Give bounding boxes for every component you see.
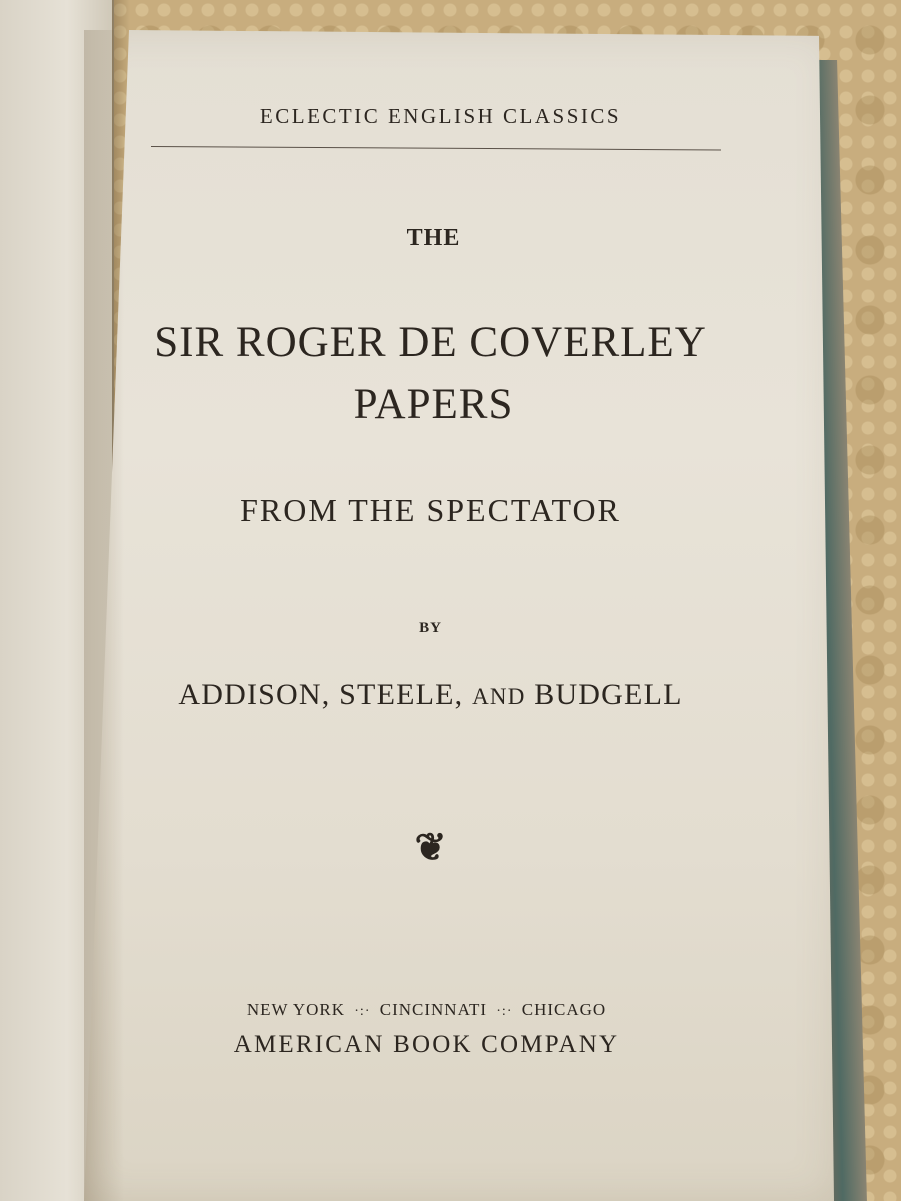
gutter-shadow [84, 30, 124, 1201]
title-line-2: PAPERS [353, 381, 514, 428]
authors-last: BUDGELL [534, 678, 683, 711]
authors-and: AND [472, 684, 526, 709]
city-separator: ·:· [496, 1004, 513, 1019]
title-article: THE [406, 225, 461, 251]
title-line-1: SIR ROGER DE COVERLEY [154, 319, 707, 366]
by-label: BY [419, 620, 442, 636]
city-cincinnati: CINCINNATI [379, 1000, 488, 1019]
authors-line [0, 678, 881, 712]
city-chicago: CHICAGO [521, 1000, 607, 1019]
publisher-name: AMERICAN BOOK COMPANY [233, 1031, 620, 1058]
printer-ornament-icon: ❦ [414, 827, 447, 869]
authors-main: ADDISON, STEELE, [178, 678, 464, 711]
series-name: ECLECTIC ENGLISH CLASSICS [259, 104, 622, 128]
city-separator: ·:· [354, 1004, 371, 1019]
imprint-cities [0, 1000, 877, 1020]
city-new-york: NEW YORK [246, 1000, 346, 1019]
subtitle: FROM THE SPECTATOR [240, 492, 621, 528]
title-page [84, 30, 834, 1201]
